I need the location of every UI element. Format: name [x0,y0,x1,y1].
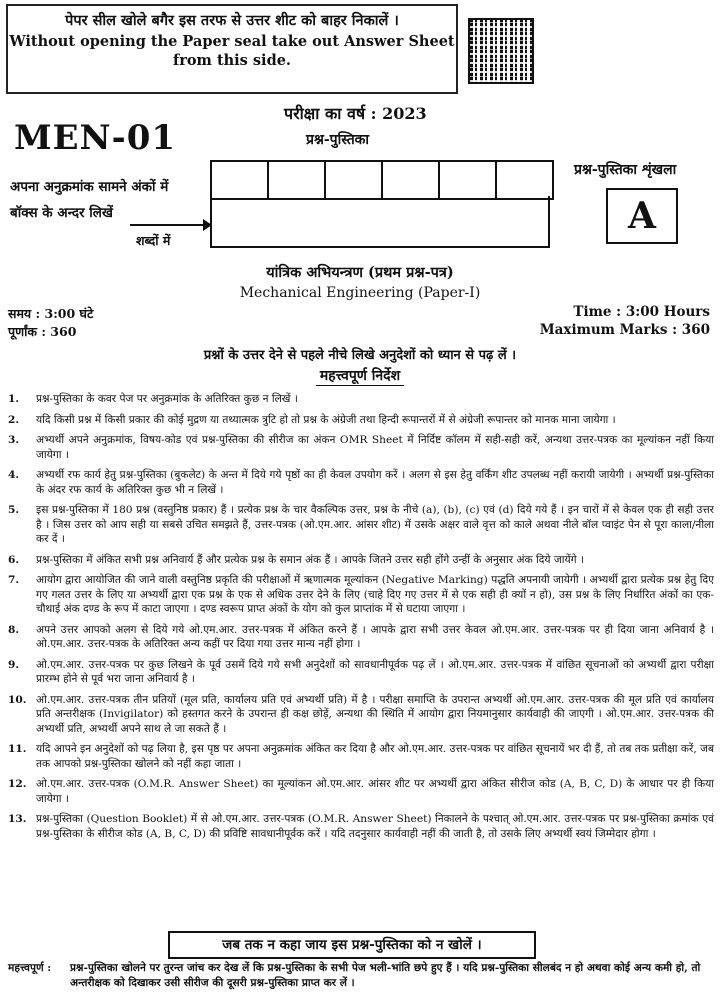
roll-instruction-line1: अपना अनुक्रमांक सामने अंकों में [10,179,169,195]
roll-digit-box[interactable] [269,162,326,198]
roll-digit-box[interactable] [212,162,269,198]
list-item [8,503,714,547]
list-item [8,777,714,806]
exam-year: परीक्षा का वर्ष : 2023 [284,104,427,123]
item-number: 2. [8,413,20,426]
roll-number-words-box[interactable] [210,196,550,248]
in-words-label: शब्दों में [136,233,171,248]
instructions-heading-text: महत्त्वपूर्ण निर्देश [316,368,404,386]
list-item [8,693,714,737]
item-number: 11. [8,743,27,755]
item-text: यदि आपने इन अनुदेशों को पढ़ लिया है, इस पृष्ठ पर अपना अनुक्रमांक अंकित कर दिया है और ओ.एम.आर. उत्तर-पत्रक पर वांछित सूचनायें भर दी हैं, तो तब तक प्रतीक्षा करें, जब तक आपको प्रश्न-पुस्तिका खोलने को नहीं कहा जाता । [36,743,714,770]
do-not-open-box: जब तक न कहा जाय इस प्रश्न-पुस्तिका को न खोलें । [168,931,536,959]
important-note [8,961,718,991]
item-text: यदि किसी प्रश्न में किसी प्रकार की कोई मुद्रण या तथ्यात्मक त्रुटि हो तो प्रश्न के अंग्रेजी तथा हिन्दी रूपान्तरों में से अंग्रेजी रूपान्तर को मानक माना जायेगा । [36,413,616,426]
item-number: 1. [8,393,20,405]
booklet-series-box: A [606,188,678,244]
qr-code-icon [470,20,532,82]
time-marks-english [540,303,710,339]
list-item [8,623,714,652]
arrow-right-icon [130,224,210,226]
list-item [8,573,714,617]
list-item [8,742,714,771]
list-item [8,812,714,841]
item-text: इस प्रश्न-पुस्तिका में 180 प्रश्न (वस्तुनिष्ठ प्रकार) हैं । प्रत्येक प्रश्न के चार वैकल्पिक उत्तर, प्रश्न के नीचे (a), (b), (c) एवं (d) दिये गये हैं । इन चारों में से केवल एक ही सही उत्तर है । जिस उत्तर को आप सही या सबसे उचित समझते हैं, उत्तर-पत्रक (ओ.एम.आर. आंसर शीट) में उसके अक्षर वाले वृत्त को काले अथवा नीले बॉल प्वाइंट पेन से पूरा काला/नीला कर दें । [36,504,714,545]
roll-digit-box[interactable] [383,162,440,198]
list-item [8,468,714,497]
subject-english: Mechanical Engineering (Paper-I) [239,285,481,301]
item-number: 3. [8,434,20,446]
marks-english: Maximum Marks : 360 [539,322,710,338]
time-marks-hindi [8,305,93,341]
booklet-label: प्रश्न-पुस्तिका [306,132,370,148]
time-english: Time : 3:00 Hours [573,304,710,320]
item-number: 5. [8,504,20,516]
note-label: महत्त्वपूर्ण : [8,962,52,974]
item-text: ओ.एम.आर. उत्तर-पत्रक तीन प्रतियों (मूल प्रति, कार्यालय प्रति एवं अभ्यर्थी प्रति) में है । परीक्षा समाप्ति के उपरान्त अभ्यर्थी ओ.एम.आर. उत्तर-पत्रक की मूल प्रति एवं कार्यालय प्रति अन्तरीक्षक (Invigilator) को हस्तगत करने के उपरान्त ही कक्ष छोड़ें, अन्यथा की स्थिति में आयोग द्वारा नियमानुसार कार्यवाही की जाएगी । ओ.एम.आर. उत्तर-पत्रक की अभ्यर्थी प्रति, अभ्यर्थी अपने साथ ले जा सकते हैं । [36,693,714,735]
item-number: 10. [8,693,27,706]
item-number: 12. [8,778,27,790]
roll-digit-box[interactable] [440,162,497,198]
item-number: 7. [8,574,20,586]
note-text: प्रश्न-पुस्तिका खोलने पर तुरन्त जांच कर देख लें कि प्रश्न-पुस्तिका के सभी पेज भली-भांति छपे हुए हैं । यदि प्रश्न-पुस्तिका सीलबंद न हो अथवा कोई अन्य कमी हो, तो अन्तरीक्षक को दिखाकर उसी सीरीज की दूसरी प्रश्न-पुस्तिका प्राप्त कर लें । [70,962,701,989]
roll-number-instruction [10,174,168,226]
item-number: 6. [8,553,20,566]
instructions-list [8,392,714,847]
list-item [8,413,714,428]
list-item [8,433,714,462]
item-number: 9. [8,658,20,671]
item-text: आयोग द्वारा आयोजित की जाने वाली वस्तुनिष्ठ प्रकृति की परीक्षाओं में ऋणात्मक मूल्यांकन (Negative Marking) पद्धति अपनायी जायेगी । अभ्यर्थी द्वारा प्रत्येक प्रश्न हेतु दिए गए गलत उत्तर के लिए या अभ्यर्थी द्वारा एक प्रश्न के एक से अधिक उत्तर देने के लिए (चाहे दिए गए उत्तर में से एक सही ही क्यों न हो), उस प्रश्न के लिए निर्धारित अंकों का एक-चौथाई अंक दण्ड के रूप में काटा जाएगा । दण्ड स्वरूप प्राप्त अंकों के योग को कुल प्राप्तांक में से घटाया जाएगा । [36,574,714,615]
item-text: प्रश्न-पुस्तिका में अंकित सभी प्रश्न अनिवार्य हैं और प्रत्येक प्रश्न के समान अंक हैं । आपके जितने उत्तर सही होंगे उन्हीं के अनुसार अंक दिये जायेंगे । [36,553,584,566]
paper-code: MEN-01 [14,118,177,158]
list-item [8,553,714,568]
subject-hindi: यांत्रिक अभियन्त्रण (प्रथम प्रश्न-पत्र) [266,264,454,281]
item-text: अभ्यर्थी रफ कार्य हेतु प्रश्न-पुस्तिका (बुकलेट) के अन्त में दिये गये पृष्ठों का ही केवल उपयोग करें । अलग से इस हेतु वर्किंग शीट उपलब्ध नहीं करायी जायेगी । अभ्यर्थी प्रश्न-पुस्तिका के अंदर रफ कार्य के अतिरिक्त कुछ भी न लिखें । [36,469,714,496]
roll-digit-box[interactable] [497,162,552,198]
item-number: 4. [8,469,20,481]
seal-instruction-box [6,4,458,94]
list-item [8,658,714,687]
item-text: प्रश्न-पुस्तिका (Question Booklet) में से ओ.एम.आर. उत्तर-पत्रक (O.M.R. Answer Sheet) निकालने के पश्चात् ओ.एम.आर. उत्तर-पत्रक पर प्रश्न-पुस्तिका क्रमांक एवं प्रश्न-पुस्तिका के सीरीज कोड (A, B, C, D) की प्रविष्टि सावधानीपूर्वक करें । यदि तदनुसार कार्यवाही नहीं की जाती है, तो उसके लिए अभ्यर्थी स्वयं जिम्मेदार होगा । [36,813,714,840]
list-item [8,392,714,407]
read-instructions-note: प्रश्नों के उत्तर देने से पहले नीचे लिखे अनुदेशों को ध्यान से पढ़ लें । [203,348,517,363]
item-text: अपने उत्तर आपको अलग से दिये गये ओ.एम.आर. उत्तर-पत्रक में अंकित करने हैं । आपके द्वारा सभी उत्तर केवल ओ.एम.आर. उत्तर-पत्रक पर ही दिया जाना अनिवार्य है । ओ.एम.आर. उत्तर-पत्रक के अतिरिक्त अन्य कहीं पर दिया गया उत्तर मान्य नहीं होगा । [36,623,714,650]
seal-hindi-text: पेपर सील खोले बगैर इस तरफ से उत्तर शीट को बाहर निकालें । [65,12,399,29]
item-number: 13. [8,813,27,825]
seal-english-line1: Without opening the Paper seal take out Answer Sheet [9,33,455,50]
instructions-heading [0,366,720,385]
item-text: ओ.एम.आर. उत्तर-पत्रक (O.M.R. Answer Sheet) का मूल्यांकन ओ.एम.आर. आंसर शीट पर अभ्यर्थी द्वारा अंकित सीरीज कोड (A, B, C, D) के आधार पर ही किया जायेगा । [36,778,714,805]
seal-english-line2: from this side. [173,52,291,69]
roll-digit-box[interactable] [326,162,383,198]
roll-number-digit-boxes[interactable] [210,160,554,200]
booklet-series-label: प्रश्न-पुस्तिका शृंखला [574,162,677,178]
time-hindi: समय : 3:00 घंटे [8,306,94,321]
item-text: ओ.एम.आर. उत्तर-पत्रक पर कुछ लिखने के पूर्व उसमें दिये गये सभी अनुदेशों को सावधानीपूर्वक पढ़ लें । ओ.एम.आर. उत्तर-पत्रक में वांछित सूचनाओं को अभ्यर्थी द्वारा परीक्षा प्रारम्भ होने से पूर्व भरा जाना अनिवार्य है । [36,658,714,685]
item-text: प्रश्न-पुस्तिका के कवर पेज पर अनुक्रमांक के अतिरिक्त कुछ न लिखें । [36,393,298,405]
item-text: अभ्यर्थी अपने अनुक्रमांक, विषय-कोड एवं प्रश्न-पुस्तिका की सीरीज का अंकन OMR Sheet में निर्दिष्ट कॉलम में सही-सही करें, अन्यथा उत्तर-पत्रक का मूल्यांकन नहीं किया जायेगा । [36,434,714,461]
item-number: 8. [8,623,20,636]
roll-instruction-line2: बॉक्स के अन्दर लिखें [10,205,113,221]
marks-hindi: पूर्णांक : 360 [8,324,77,339]
